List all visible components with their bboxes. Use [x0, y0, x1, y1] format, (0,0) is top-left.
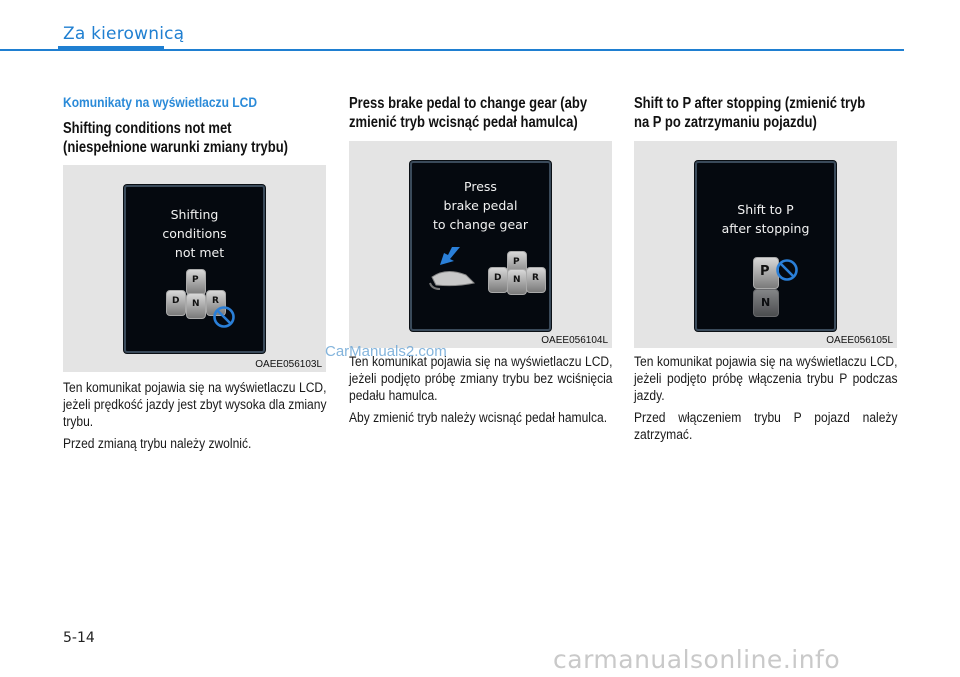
- paragraph: Przed zmianą trybu należy zwolnić.: [63, 436, 252, 452]
- gear-button-p: [186, 269, 206, 295]
- screen-line: Shifting: [170, 207, 219, 222]
- gear-button-n: [186, 293, 206, 319]
- gear-label: P: [513, 257, 520, 267]
- gear-label: P: [192, 275, 199, 285]
- figure-shifting-conditions: [63, 165, 326, 372]
- screen-line: Shift to P: [737, 202, 794, 217]
- subtitle-line2: zmienić tryb wcisnąć pedał hamulca): [349, 114, 578, 131]
- screen-line: to change gear: [433, 217, 528, 232]
- subtitle-line2: na P po zatrzymaniu pojazdu): [634, 114, 817, 131]
- footer-watermark: carmanualsonline.info: [553, 645, 841, 674]
- gear-label: R: [532, 273, 539, 283]
- screen-line: not met: [174, 245, 225, 260]
- gear-label: D: [172, 296, 180, 306]
- screen-line: after stopping: [721, 221, 810, 236]
- figure-press-brake: [349, 141, 612, 348]
- prohibited-icon: [212, 305, 236, 329]
- figure-code: OAEE056103L: [255, 359, 322, 370]
- subtitle-line2: (niespełnione warunki zmiany trybu): [63, 139, 289, 156]
- watermark-link[interactable]: CarManuals2.com: [325, 343, 447, 360]
- gear-label: N: [192, 299, 200, 309]
- section-title: Komunikaty na wyświetlaczu LCD: [63, 94, 258, 110]
- lcd-screen: [124, 185, 265, 353]
- gear-button-d: [166, 290, 186, 316]
- paragraph: Ten komunikat pojawia się na wyświetlaczu LCD, jeżeli podjęto próbę zmiany trybu bez wciśnięcia pedału hamulca.: [349, 354, 613, 404]
- body-text: [634, 354, 898, 449]
- gear-button-n: [753, 289, 779, 317]
- gear-label: R: [212, 296, 219, 306]
- figure-code: OAEE056104L: [541, 335, 608, 346]
- paragraph: Ten komunikat pojawia się na wyświetlaczu LCD, jeżeli prędkość jazdy jest zbyt wysoka dla zmiany trybu.: [63, 380, 327, 430]
- gear-label: N: [513, 275, 521, 285]
- gear-button-r: [526, 267, 546, 293]
- body-text: [63, 380, 327, 458]
- gear-button-d: [488, 267, 508, 293]
- page-header-title: Za kierownicą: [63, 24, 185, 44]
- brake-pedal-icon: [426, 243, 486, 293]
- screen-line: Press: [464, 179, 497, 194]
- screen-line: brake pedal: [443, 198, 518, 213]
- paragraph: Ten komunikat pojawia się na wyświetlaczu LCD, jeżeli podjęto próbę włączenia trybu P podczas jazdy.: [634, 354, 898, 404]
- gear-label: D: [494, 273, 502, 283]
- figure-shift-to-p: [634, 141, 897, 348]
- lcd-screen: [410, 161, 551, 331]
- gear-label: N: [761, 296, 771, 309]
- paragraph: Przed włączeniem trybu P pojazd należy zatrzymać.: [634, 410, 898, 443]
- screen-line: conditions: [162, 226, 227, 241]
- header-rule: [0, 49, 904, 51]
- subtitle-line1: Shift to P after stopping (zmienić tryb: [634, 95, 866, 112]
- figure-code: OAEE056105L: [826, 335, 893, 346]
- paragraph: Aby zmienić tryb należy wcisnąć pedał hamulca.: [349, 410, 608, 426]
- body-text: [349, 354, 613, 432]
- prohibited-icon: [775, 258, 799, 282]
- subtitle-line1: Press brake pedal to change gear (aby: [349, 95, 588, 112]
- page-number: 5-14: [63, 630, 95, 646]
- subtitle-line1: Shifting conditions not met: [63, 120, 232, 137]
- gear-label: P: [760, 264, 770, 279]
- gear-button-n: [507, 269, 527, 295]
- lcd-screen: [695, 161, 836, 331]
